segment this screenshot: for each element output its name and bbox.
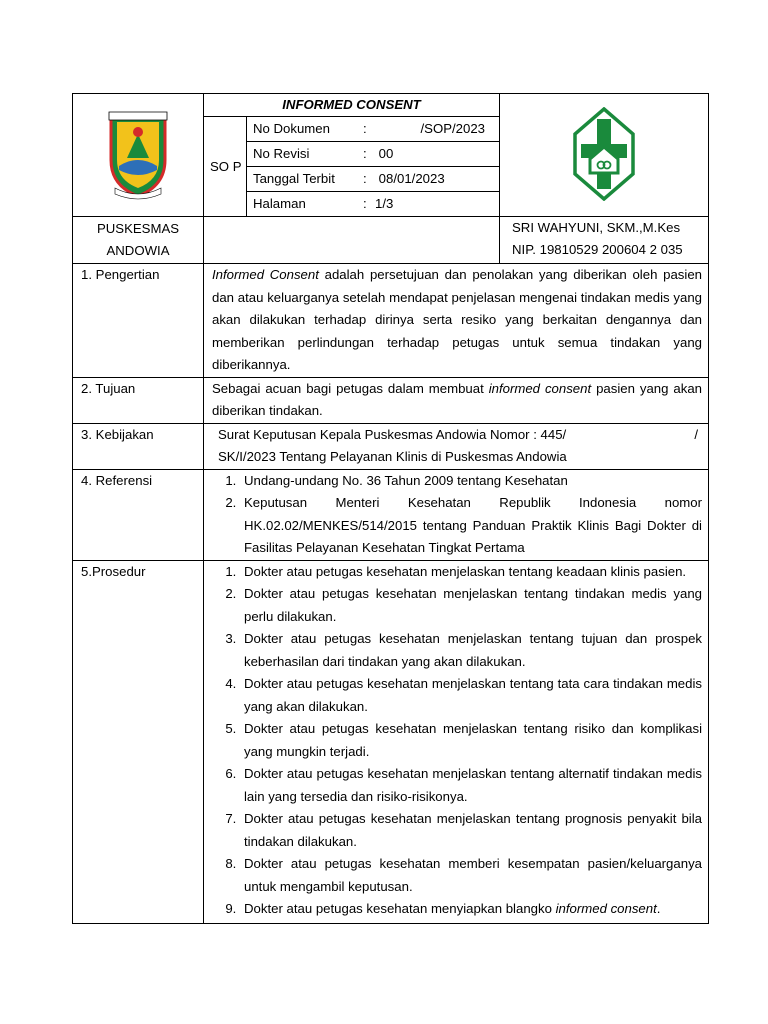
list-item: 4. Dokter atau petugas kesehatan menjelaskan tentang tata cara tindakan medis yang akan dilakukan. <box>240 673 702 718</box>
section-content-referensi <box>204 469 709 560</box>
tujuan-text-before: Sebagai acuan bagi petugas dalam membuat <box>212 380 489 396</box>
puskesmas-logo-icon <box>572 107 636 201</box>
regency-logo-cell <box>73 94 204 217</box>
list-item <box>240 898 702 921</box>
meta-tanggal-terbit <box>247 167 500 192</box>
meta-key: Halaman <box>253 196 306 211</box>
kebijakan-line-1-end: / <box>694 426 698 442</box>
meta-no-revisi <box>247 142 500 167</box>
list-item: 1. Dokter atau petugas kesehatan menjelaskan tentang keadaan klinis pasien. <box>240 561 702 584</box>
list-item: 2. Keputusan Menteri Kesehatan Republik Indonesia nomor HK.02.02/MENKES/514/2015 tentang Panduan Praktik Klinis Bagi Dokter di Fasilitas Pelayanan Kesehatan Tingkat Pertama <box>240 492 702 560</box>
meta-key: Tanggal Terbit <box>253 171 335 186</box>
meta-sep: : <box>363 146 367 161</box>
empty-cell <box>204 217 500 264</box>
term-informed-consent: Informed Consent <box>212 267 319 282</box>
sop-table <box>72 93 709 924</box>
list-item: 5. Dokter atau petugas kesehatan menjelaskan tentang risiko dan komplikasi yang mungkin terjadi. <box>240 718 702 763</box>
pengertian-text: adalah persetujuan dan penolakan yang diberikan oleh pasien dan atau keluarganya setelah mendapat penjelasan mengenai tindakan medis yang akan dilakukan terhadap dirinya serta resiko yang berkaitan dengannya dan memberikan perlindungan terhadap petugas untuk semua tindakan yang diberikannya. <box>212 267 702 372</box>
term-consent: consent <box>610 901 657 916</box>
section-content-prosedur <box>204 560 709 923</box>
list-item: 6. Dokter atau petugas kesehatan menjelaskan tentang alternatif tindakan medis lain yang tersedia dan risiko-risikonya. <box>240 763 702 808</box>
meta-sep: : <box>363 196 367 211</box>
meta-no-dokumen <box>247 117 500 142</box>
tujuan-text-after: pasien yang akan diberikan tindakan. <box>212 380 703 418</box>
meta-halaman <box>247 192 500 217</box>
meta-key: No Revisi <box>253 146 310 161</box>
list-item: 8. Dokter atau petugas kesehatan memberi kesempatan pasien/keluarganya untuk mengambil keputusan. <box>240 853 702 898</box>
prosedur-last-after: . <box>656 901 661 916</box>
meta-value: 08/01/2023 <box>378 171 445 186</box>
section-content-pengertian <box>204 264 709 378</box>
meta-key: No Dokumen <box>253 121 330 136</box>
sop-document <box>72 93 708 924</box>
org-line-1: PUSKESMAS <box>96 221 180 236</box>
section-label-pengertian: 1. Pengertian <box>73 264 204 378</box>
prosedur-last-before: Dokter atau petugas kesehatan menyiapkan blangko <box>244 901 556 916</box>
referensi-list <box>212 470 702 560</box>
prosedur-list <box>212 561 702 921</box>
section-label-referensi: 4. Referensi <box>73 469 204 560</box>
meta-value: 1/3 <box>375 196 394 211</box>
list-item: 7. Dokter atau petugas kesehatan menjelaskan tentang prognosis penyakit bila tindakan dilakukan. <box>240 808 702 853</box>
list-item: 1. Undang-undang No. 36 Tahun 2009 tentang Kesehatan <box>240 470 702 493</box>
signer-name: SRI WAHYUNI, SKM.,M.Kes <box>512 220 681 235</box>
signer-block <box>500 217 709 264</box>
term-informed: informed <box>555 901 607 916</box>
signer-nip: NIP. 19810529 200604 2 035 <box>512 242 683 257</box>
kebijakan-line-2: SK/I/2023 Tentang Pelayanan Klinis di Puskesmas Andowia <box>218 449 567 464</box>
meta-value: 00 <box>378 146 394 161</box>
list-item: 3. Dokter atau petugas kesehatan menjelaskan tentang tujuan dan prospek keberhasilan dari tindakan yang akan dilakukan. <box>240 628 702 673</box>
regency-emblem-icon <box>105 108 171 200</box>
section-content-kebijakan <box>204 423 709 469</box>
meta-value: /SOP/2023 <box>420 121 485 136</box>
list-item: 2. Dokter atau petugas kesehatan menjelaskan tentang tindakan medis yang perlu dilakukan. <box>240 583 702 628</box>
section-label-kebijakan: 3. Kebijakan <box>73 423 204 469</box>
kebijakan-line-1: Surat Keputusan Kepala Puskesmas Andowia Nomor : 445/ <box>218 426 567 442</box>
section-label-tujuan: 2. Tujuan <box>73 377 204 423</box>
meta-sep: : <box>363 121 367 136</box>
organization-name <box>73 217 204 264</box>
section-label-prosedur: 5.Prosedur <box>73 560 204 923</box>
section-content-tujuan <box>204 377 709 423</box>
document-title: INFORMED CONSENT <box>204 94 500 117</box>
puskesmas-logo-cell <box>500 94 709 217</box>
meta-sep: : <box>363 171 367 186</box>
sop-label: SO P <box>204 117 247 217</box>
term-informed-consent: informed consent <box>488 380 592 396</box>
org-line-2: ANDOWIA <box>106 243 170 258</box>
